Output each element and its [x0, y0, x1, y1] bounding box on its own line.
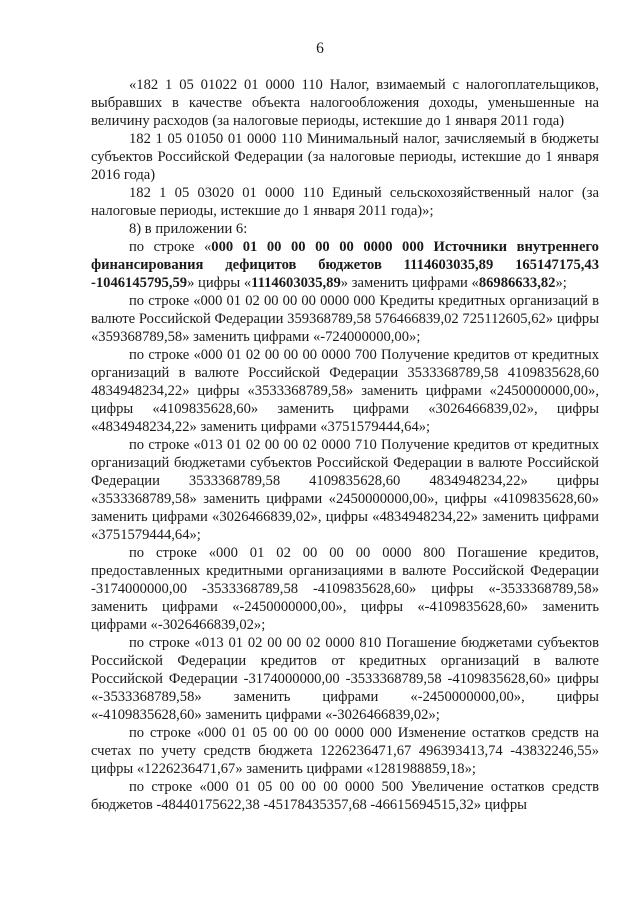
paragraph-row-000-01 — [91, 238, 599, 292]
paragraph-text: »; — [555, 275, 567, 291]
bold-row-description: 000 01 00 00 00 00 0000 000 Источники внутреннего финансирования дефицитов бюджетов 1114603035,89 165147175,43 -1046145795,59 — [91, 239, 599, 291]
paragraph-text: » цифры « — [187, 275, 252, 291]
paragraph-tax-code-1: «182 1 05 01022 01 0000 110 Налог, взимаемый с налогоплательщиков, выбравших в качестве объекта налогообложения доходы, уменьшенные на величину расходов (за налоговые периоды, истекшие до 1 января 2011 года) — [91, 77, 599, 129]
bold-new-value: 86986633,82 — [478, 275, 556, 291]
page-number: 6 — [316, 40, 324, 57]
paragraph-tax-code-3: 182 1 05 03020 01 0000 110 Единый сельскохозяйственный налог (за налоговые периоды, истекшие до 1 января 2011 года)»; — [91, 185, 599, 219]
paragraph-text: по строке « — [129, 239, 212, 255]
paragraph-row-013-01-02-710: по строке «013 01 02 00 00 02 0000 710 Получение кредитов от кредитных организаций бюджетами субъектов Российской Федерации в валюте Российской Федерации 3533368789,58 4109835628,60 4834948234,22» цифры «3533368789,58» заменить цифрами «2450000000,00», цифры «4109835628,60» заменить цифрами «3026466839,02», цифры «4834948234,22» заменить цифрами «3751579444,64»; — [91, 437, 599, 543]
paragraph-row-000-01-05-500: по строке «000 01 05 00 00 00 0000 500 Увеличение остатков средств бюджетов -48440175622,38 -45178435357,68 -46615694515,32» цифры — [91, 779, 599, 813]
paragraph-text: » заменить цифрами « — [340, 275, 479, 291]
paragraph-appendix-6-heading: 8) в приложении 6: — [129, 221, 248, 237]
paragraph-row-000-01-02-800: по строке «000 01 02 00 00 00 0000 800 Погашение кредитов, предоставленных кредитными организациями в валюте Российской Федерации -3174000000,00 -3533368789,58 -4109835628,60» цифры «-3533368789,58» заменить цифрами «-2450000000,00», цифры «-4109835628,60» заменить цифрами «-3026466839,02»; — [91, 545, 599, 633]
document-body — [91, 76, 599, 814]
paragraph-row-000-01-02-700: по строке «000 01 02 00 00 00 0000 700 Получение кредитов от кредитных организаций в валюте Российской Федерации 3533368789,58 4109835628,60 4834948234,22» цифры «3533368789,58» заменить цифрами «2450000000,00», цифры «4109835628,60» заменить цифрами «3026466839,02», цифры «4834948234,22» заменить цифрами «3751579444,64»; — [91, 347, 599, 435]
bold-old-value: 1114603035,89 — [251, 275, 341, 291]
paragraph-tax-code-2: 182 1 05 01050 01 0000 110 Минимальный налог, зачисляемый в бюджеты субъектов Российской Федерации (за налоговые периоды, истекшие до 1 января 2016 года) — [91, 131, 599, 183]
paragraph-row-000-01-02: по строке «000 01 02 00 00 00 0000 000 Кредиты кредитных организаций в валюте Российской Федерации 359368789,58 576466839,02 725112605,62» цифры «359368789,58» заменить цифрами «-724000000,00»; — [91, 293, 599, 345]
paragraph-row-013-01-02-810: по строке «013 01 02 00 00 02 0000 810 Погашение бюджетами субъектов Российской Федерации кредитов от кредитных организаций в валюте Российской Федерации -3174000000,00 -3533368789,58 -4109835628,60» цифры «-3533368789,58» заменить цифрами «-2450000000,00», цифры «-4109835628,60» заменить цифрами «-3026466839,02»; — [91, 635, 599, 723]
paragraph-row-000-01-05: по строке «000 01 05 00 00 00 0000 000 Изменение остатков средств на счетах по учету средств бюджета 1226236471,67 496393413,74 -43832246,55» цифры «1226236471,67» заменить цифрами «1281988859,18»; — [91, 725, 599, 777]
